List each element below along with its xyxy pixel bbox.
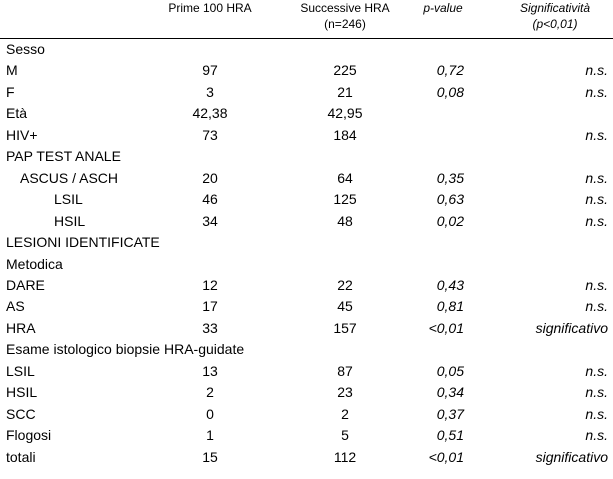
cell-significativita: n.s. (585, 362, 608, 379)
cell-p-value: 0,72 (436, 62, 464, 79)
cell-prime-100-hra: 20 (202, 169, 218, 186)
table-row (0, 382, 613, 402)
row-label: HIV+ (6, 126, 38, 143)
table-row (0, 168, 613, 188)
row-label: PAP TEST ANALE (6, 148, 121, 165)
table-row (0, 339, 613, 359)
cell-p-value: 0,34 (436, 384, 464, 401)
cell-p-value: 0,02 (436, 212, 464, 229)
row-label: LSIL (54, 191, 83, 208)
cell-prime-100-hra: 34 (202, 212, 218, 229)
cell-significativita: n.s. (585, 83, 608, 100)
header-successive-hra (295, 0, 395, 32)
cell-successive-hra: 157 (333, 319, 357, 336)
cell-successive-hra: 225 (333, 62, 357, 79)
table-row (0, 82, 613, 102)
table-row (0, 125, 613, 145)
cell-successive-hra: 64 (337, 169, 353, 186)
table-row (0, 189, 613, 209)
cell-prime-100-hra: 13 (202, 362, 218, 379)
cell-p-value: 0,05 (436, 362, 464, 379)
cell-successive-hra: 21 (337, 83, 353, 100)
table-row (0, 447, 613, 467)
cell-significativita: n.s. (585, 169, 608, 186)
cell-significativita: n.s. (585, 191, 608, 208)
cell-prime-100-hra: 97 (202, 62, 218, 79)
table-row (0, 103, 613, 123)
table-row (0, 296, 613, 316)
cell-significativita: n.s. (585, 212, 608, 229)
table-row (0, 275, 613, 295)
table-row (0, 146, 613, 166)
row-label: HSIL (54, 212, 86, 229)
cell-significativita: significativo (535, 319, 608, 336)
cell-significativita: n.s. (585, 62, 608, 79)
cell-prime-100-hra: 33 (202, 319, 218, 336)
table-row (0, 232, 613, 252)
cell-significativita: n.s. (585, 276, 608, 293)
row-label: AS (6, 298, 25, 315)
header-line: p-value (423, 1, 463, 15)
cell-significativita: significativo (535, 448, 608, 465)
row-label: DARE (6, 276, 45, 293)
cell-successive-hra: 125 (333, 191, 357, 208)
cell-prime-100-hra: 15 (202, 448, 218, 465)
cell-significativita: n.s. (585, 384, 608, 401)
cell-successive-hra: 23 (337, 384, 353, 401)
row-label: Età (6, 105, 28, 122)
cell-prime-100-hra: 42,38 (192, 105, 228, 122)
row-label: totali (6, 448, 36, 465)
cell-p-value: 0,63 (436, 191, 464, 208)
cell-p-value: 0,43 (436, 276, 464, 293)
row-label: HRA (6, 319, 36, 336)
header-line: Significatività (519, 1, 591, 15)
cell-significativita: n.s. (585, 298, 608, 315)
table-row (0, 254, 613, 274)
cell-p-value: 0,51 (436, 427, 464, 444)
cell-successive-hra: 2 (341, 405, 349, 422)
cell-successive-hra: 184 (333, 126, 357, 143)
row-label: ASCUS / ASCH (20, 169, 119, 186)
table-row (0, 318, 613, 338)
cell-prime-100-hra: 46 (202, 191, 218, 208)
table-row (0, 211, 613, 231)
cell-p-value: <0,01 (428, 319, 464, 336)
cell-p-value: 0,35 (436, 169, 464, 186)
cell-significativita: n.s. (585, 427, 608, 444)
cell-successive-hra: 87 (337, 362, 353, 379)
cell-significativita: n.s. (585, 405, 608, 422)
row-label: F (6, 83, 15, 100)
header-significativita (500, 0, 610, 32)
header-line: (n=246) (324, 17, 366, 31)
cell-p-value: 0,08 (436, 83, 464, 100)
cell-p-value: <0,01 (428, 448, 464, 465)
cell-prime-100-hra: 1 (206, 427, 214, 444)
cell-successive-hra: 5 (341, 427, 349, 444)
row-label: Sesso (6, 41, 45, 57)
row-label: LSIL (6, 362, 35, 379)
cell-successive-hra: 112 (333, 448, 357, 465)
table-row (0, 60, 613, 80)
header-p-value (398, 0, 488, 16)
row-label: SCC (6, 405, 36, 422)
table-row (0, 361, 613, 381)
cell-prime-100-hra: 17 (202, 298, 218, 315)
row-label: HSIL (6, 384, 38, 401)
cell-prime-100-hra: 2 (206, 384, 214, 401)
header-line: Prime 100 HRA (168, 1, 252, 15)
cell-successive-hra: 45 (337, 298, 353, 315)
cell-p-value: 0,37 (436, 405, 464, 422)
cell-significativita: n.s. (585, 126, 608, 143)
cell-successive-hra: 42,95 (327, 105, 363, 122)
cell-prime-100-hra: 73 (202, 126, 218, 143)
cell-prime-100-hra: 0 (206, 405, 214, 422)
cell-prime-100-hra: 3 (206, 83, 214, 100)
header-line: Successive HRA (300, 1, 390, 15)
row-label: Flogosi (6, 427, 52, 444)
header-prime-100-hra (160, 0, 260, 16)
row-label: LESIONI IDENTIFICATE (6, 234, 160, 251)
cell-p-value: 0,81 (436, 298, 464, 315)
table-row (0, 404, 613, 424)
row-label: Esame istologico biopsie HRA-guidate (6, 341, 245, 358)
row-label: Metodica (6, 255, 63, 272)
cell-prime-100-hra: 12 (202, 276, 218, 293)
table-row (0, 39, 613, 59)
cell-successive-hra: 48 (337, 212, 353, 229)
header-line: (p<0,01) (532, 17, 578, 31)
table-row (0, 425, 613, 445)
cell-successive-hra: 22 (337, 276, 353, 293)
row-label: M (6, 62, 18, 79)
